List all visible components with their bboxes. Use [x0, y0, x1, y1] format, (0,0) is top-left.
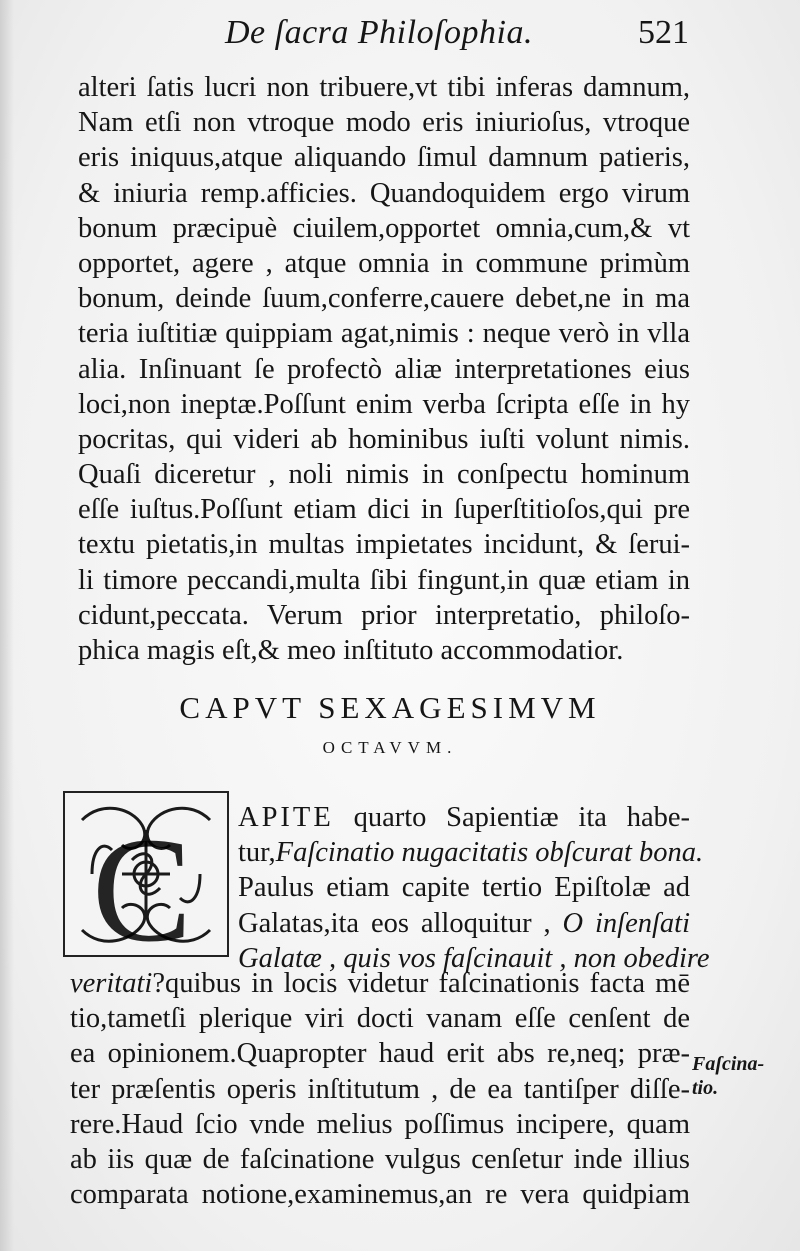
marginal-note-line-1: Faſcina- [692, 1053, 765, 1075]
text-line: alteri ſatis lucri non tribuere,vt tibi inferas damnum, [78, 72, 690, 103]
text-run: Faſcinatio nugacitatis obſcurat bona. [275, 837, 704, 869]
text-line: eſſe iuſtus.Poſſunt etiam dici in ſuperſtitioſos,qui pre [78, 494, 690, 526]
text-line [238, 835, 704, 870]
text-line [238, 800, 690, 835]
text-run: APITE [238, 802, 334, 833]
text-run: rere.Haud ſcio vnde melius poſſimus incipere, quam [70, 1108, 690, 1140]
text-line: opportet, agere , atque omnia in commune primùm [78, 247, 690, 279]
text-line [70, 1001, 690, 1036]
paragraph-one [78, 70, 690, 668]
text-line: Nam etſi non vtroque modo eris iniurioſus, vtroque [78, 107, 690, 139]
text-line: li timore peccandi,multa ſibi fingunt,in quæ etiam in [78, 564, 690, 596]
text-line [238, 906, 690, 941]
text-run: Paulus etiam capite tertio Epiſtolæ ad [238, 872, 690, 904]
text-run: Galatas,ita eos alloquitur , [238, 907, 563, 939]
text-line: Quaſi diceretur , noli nimis in conſpectu hominum [78, 459, 690, 491]
marginal-note-line-2: tio. [692, 1077, 719, 1099]
text-line: textu pietatis,in multas impietates incidunt, & ſerui- [78, 529, 690, 561]
text-run: tur, [238, 837, 276, 869]
text-line: bonum præcipuè ciuilem,opportet omnia,cum,& vt [78, 212, 690, 244]
text-run: tio,tametſi plerique viri docti vanam eſſe cenſent de [70, 1003, 690, 1035]
text-run: Galatæ , quis vos faſcinauit , non obedire [238, 942, 710, 974]
ornamental-drop-cap-icon [62, 790, 230, 958]
gutter-shadow [0, 0, 14, 1251]
text-run: ea opinionem.Quapropter haud erit abs re,neq; præ- [70, 1038, 690, 1070]
text-line: phica magis eſt,& meo inſtituto accommodatior. [78, 635, 624, 666]
text-line [70, 1142, 690, 1177]
text-line [238, 870, 690, 905]
text-run: ab iis quæ de faſcinatione vulgus cenſetur inde illius [70, 1143, 690, 1175]
text-line [70, 1072, 690, 1107]
text-run: ter præſentis operis inſtitutum , de ea tantiſper diſſe- [70, 1073, 690, 1105]
chapter-subtitle: OCTAVVM. [322, 738, 458, 757]
drop-cap-letter: C [92, 807, 193, 958]
text-line [70, 1036, 690, 1071]
text-line [70, 966, 690, 1001]
text-line: pocritas, qui videri ab hominibus iuſti volunt nimis. [78, 423, 690, 455]
page-number: 521 [638, 14, 689, 51]
text-line [70, 1177, 690, 1212]
text-line: alia. Inſinuant ſe profectò aliæ interpretationes eius [78, 353, 690, 385]
marginal-note [692, 1052, 792, 1100]
text-line: bonum, deinde ſuum,conferre,cauere debet,ne in ma [78, 283, 690, 315]
decorated-initial [62, 790, 230, 958]
text-line: cidunt,peccata. Verum prior interpretatio, philoſo- [78, 599, 690, 631]
text-line [70, 1107, 690, 1142]
text-line: & iniuria remp.afficies. Quandoquidem ergo virum [78, 177, 690, 209]
text-run: veritati [70, 968, 153, 999]
paragraph-two-body [70, 966, 690, 1212]
text-line: loci,non ineptæ.Poſſunt enim verba ſcripta eſſe in hy [78, 388, 690, 420]
running-title: De ſacra Philoſophia. [225, 14, 533, 51]
text-line: eris iniquus,atque aliquando ſimul damnum patieris, [78, 142, 690, 174]
text-run: quarto Sapientiæ ita habe- [333, 802, 690, 833]
paragraph-two-opening [238, 800, 710, 976]
text-run: ?quibus in locis videtur faſcinationis facta mē [152, 968, 690, 999]
text-run: O inſenſati [562, 907, 691, 939]
text-run: comparata notione,examinemus,an re vera quidpiam [70, 1179, 690, 1211]
chapter-title: CAPVT SEXAGESIMVM [179, 690, 601, 725]
text-line: teria iuſtitiæ quippiam agat,nimis : neque verò in vlla [78, 318, 690, 350]
